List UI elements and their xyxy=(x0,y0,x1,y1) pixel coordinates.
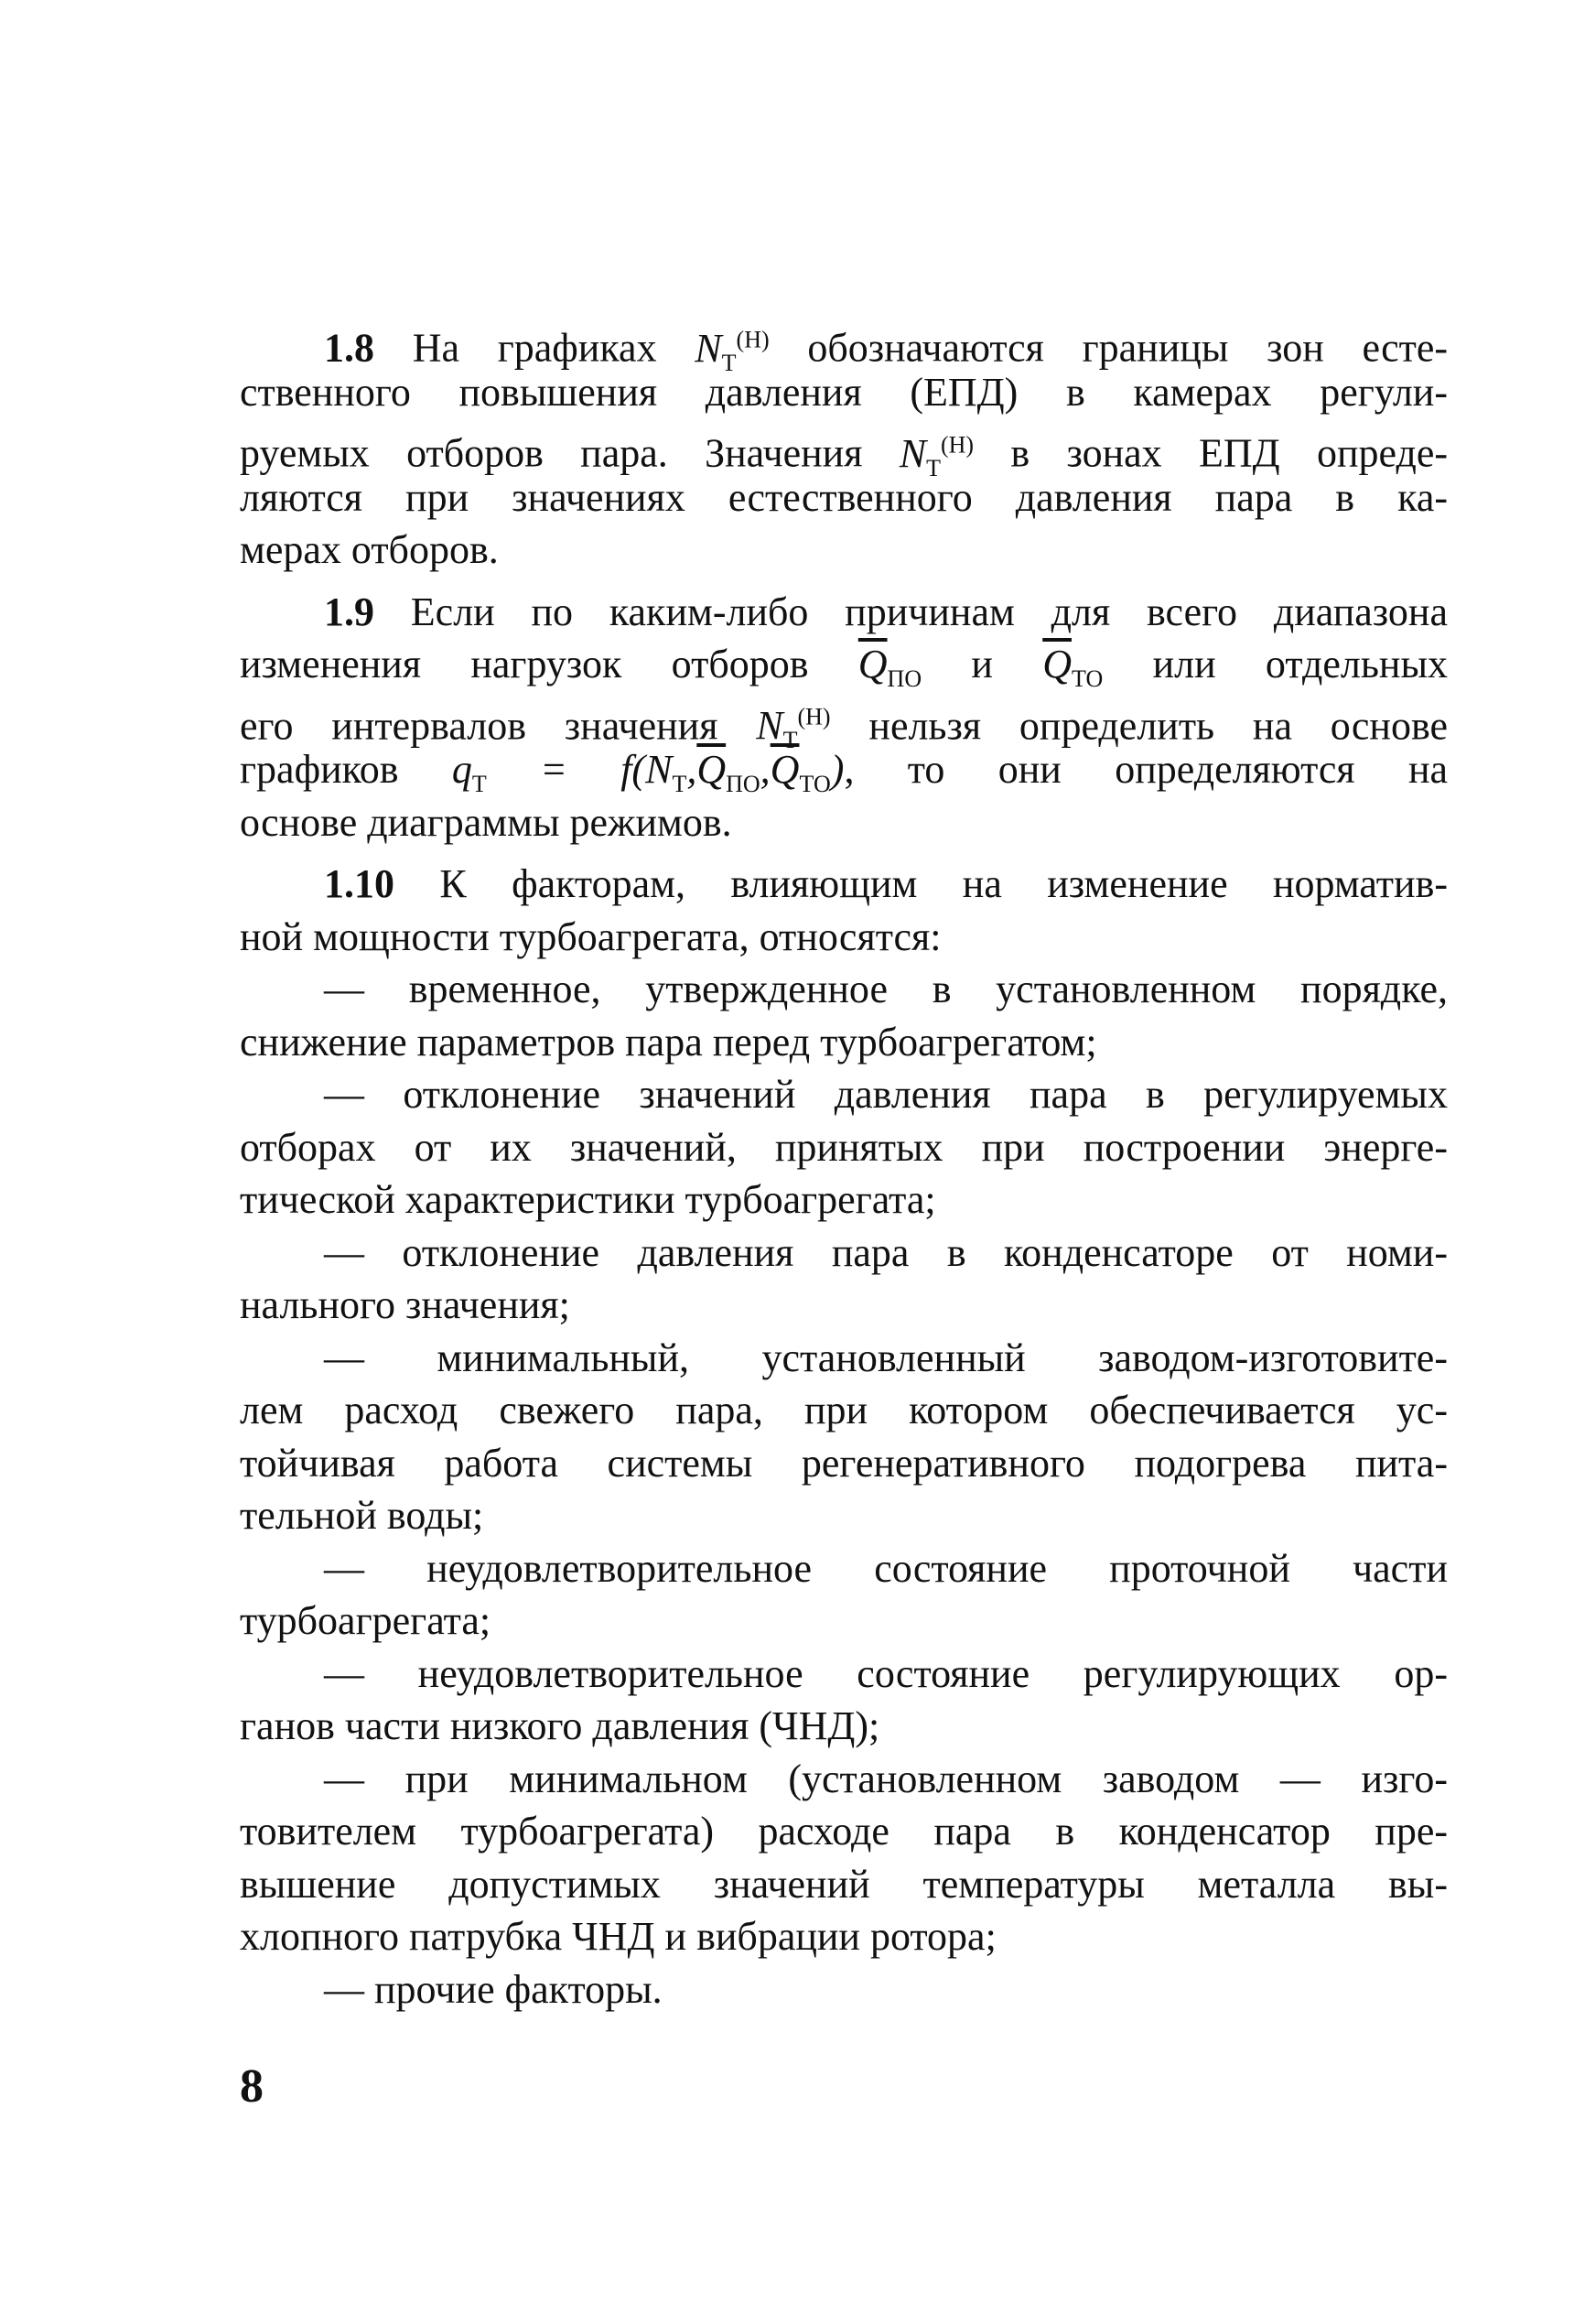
page-number: 8 xyxy=(240,2060,264,2113)
list-item-line: нального значения; xyxy=(240,1282,570,1327)
list-item-line: — неудовлетворительное состояние проточной части xyxy=(324,1545,1448,1591)
list-item-line: тойчивая работа системы регенеративного подогрева пита- xyxy=(240,1440,1448,1486)
text-line: мерах отборов. xyxy=(240,527,499,572)
section-number: 1.9 xyxy=(324,589,374,634)
list-item-line: тельной воды; xyxy=(240,1493,484,1538)
list-item-line: — неудовлетворительное состояние регулирующих ор- xyxy=(324,1650,1448,1696)
list-item-line: турбоагрегата; xyxy=(240,1598,491,1643)
document-body xyxy=(240,313,1448,2016)
paragraph-1-10 xyxy=(240,858,1448,2016)
text-line: ственного повышения давления (ЕПД) в камерах регули- xyxy=(240,369,1448,415)
text-line: руемых отборов пара. Значения $N_Т^{(Н)}$ в зонах ЕПД опреде- xyxy=(240,430,1449,481)
list-item-line: — временное, утвержденное в установленном порядке, xyxy=(324,967,1448,1011)
section-number: 1.8 xyxy=(324,325,374,371)
paragraph-1-9 xyxy=(240,586,1448,849)
text-line: изменения нагрузок отборов $\overline{Q}_{ПО}$ и $\overline{Q}_{ТО}$ или отдельных xyxy=(240,642,1449,692)
list-item-line: вышение допустимых значений температуры металла вы- xyxy=(240,1861,1448,1907)
list-item-line: — минимальный, установленный заводом-изготовите- xyxy=(324,1335,1448,1380)
text-line: 1.9 Если по каким-либо причинам для всего диапазона xyxy=(324,589,1448,634)
text-line: 1.8 На графиках $N_Т^{(Н)}$ обозначаются границы зон есте- xyxy=(324,325,1449,376)
list-item-line: лем расход свежего пара, при котором обеспечивается ус- xyxy=(240,1388,1448,1432)
list-item-line: тической характеристики турбоагрегата; xyxy=(240,1177,936,1222)
formula-qt-function: $q_Т = f(N_Т,\overline{Q}_{ПО},\overline{Q}_{ТО})$ xyxy=(451,747,845,797)
list-item-line: снижение параметров пара перед турбоагрегатом; xyxy=(240,1019,1097,1065)
formula-n-t-h: $N_Т^{(Н)}$ xyxy=(899,430,975,481)
text-line: ной мощности турбоагрегата, относятся: xyxy=(240,913,942,959)
paragraph-1-8 xyxy=(240,313,1448,577)
formula-q-po: $\overline{Q}_{ПО}$ xyxy=(857,642,922,692)
list-item-line: ганов части низкого давления (ЧНД); xyxy=(240,1703,880,1748)
list-item-line: отборах от их значений, принятых при построении энерге- xyxy=(240,1124,1448,1170)
text-line: графиков $q_Т = f(N_Т,\overline{Q}_{ПО},\overline{Q}_{ТО})$, то они определяются на xyxy=(240,747,1449,797)
list-item-line: хлопного патрубка ЧНД и вибрации ротора; xyxy=(240,1914,997,1959)
text-line: его интервалов значения $N_Т^{(Н)}$ нельзя определить на основе xyxy=(240,703,1448,753)
formula-n-t-h: $N_Т^{(Н)}$ xyxy=(756,703,831,753)
text-line: ляются при значениях естественного давления пара в ка- xyxy=(240,474,1448,520)
text-line: 1.10 К факторам, влияющим на изменение норматив- xyxy=(324,861,1448,906)
list-item-line: — при минимальном (установленном заводом — изго- xyxy=(324,1756,1448,1801)
list-item-line: — отклонение значений давления пара в регулируемых xyxy=(324,1072,1448,1117)
section-number: 1.10 xyxy=(324,861,394,906)
list-item-line: товителем турбоагрегата) расходе пара в конденсатор пре- xyxy=(240,1809,1448,1854)
formula-n-t-h: $N_Т^{(Н)}$ xyxy=(695,325,770,376)
list-item-line: — отклонение давления пара в конденсаторе от номи- xyxy=(324,1229,1448,1275)
text-line: основе диаграммы режимов. xyxy=(240,799,732,845)
formula-q-to: $\overline{Q}_{ТО}$ xyxy=(1042,642,1104,692)
list-item-line: — прочие факторы. xyxy=(324,1966,663,2012)
